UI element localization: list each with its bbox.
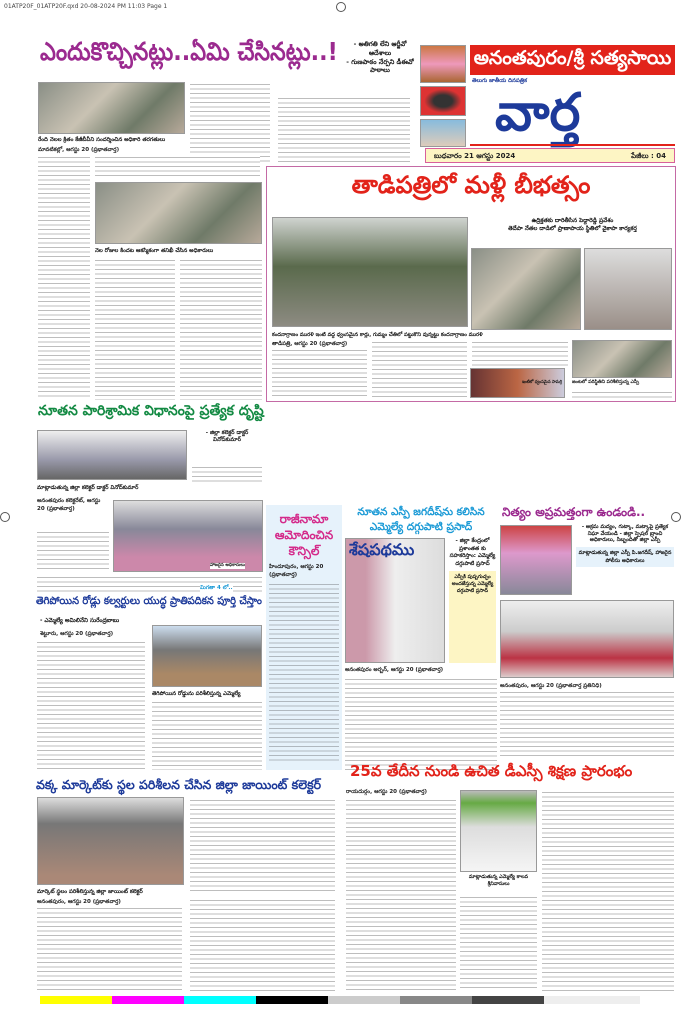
- mla-dateline: అనంతపురం అర్బన్, ఆగస్టు 20 (ప్రభాతవార్త): [345, 667, 444, 674]
- industry-photo-2: [113, 500, 263, 572]
- mla-headline: నూతన ఎస్పీ జగదీష్‌ను కలిసిన ఎమ్మెల్యే దగ్గుపాటి ప్రసాద్: [357, 506, 485, 534]
- market-body: [37, 906, 182, 991]
- registration-mark-icon: [336, 2, 346, 12]
- roads-sub: - ఎమ్మెల్యే అమిలినేని సురేంద్రబాబు: [40, 618, 120, 624]
- tadipatri-subs: [470, 218, 675, 234]
- mla-body: [345, 677, 497, 770]
- lead-sub: - అతిగతి లేని ఆర్జీవో ఆదేశాలు: [353, 40, 407, 57]
- dsc-caption: మాట్లాడుతున్న ఎమ్మెల్యే కాలవ శ్రీనివాసులు: [468, 874, 529, 887]
- masthead-rule: [470, 144, 675, 146]
- industry-photo: [37, 430, 187, 480]
- tadipatri-body: [272, 348, 367, 398]
- tadipatri-body: [572, 390, 672, 398]
- dsc-dateline: రాయదుర్గం, ఆగస్టు 20 (ప్రభాతవార్త): [346, 789, 428, 795]
- masthead-tagline: తెలుగు జాతీయ దినపత్రిక: [472, 78, 527, 84]
- industry-caption: మాట్లాడుతున్న జిల్లా కలెక్టర్ డాక్టర్ వినోద్‌కుమార్: [37, 485, 139, 491]
- registration-mark-icon: [671, 512, 681, 522]
- lead-subheads: [345, 40, 415, 75]
- alert-sub: - అక్రమ మద్యం, గుట్కా, మట్కాపై ప్రత్యేక నిఘా వేయండి - జిల్లా స్పెషల్ బ్రాంచి అధికారులు, సిబ్బందితో జిల్లా ఎస్పీ: [581, 524, 669, 544]
- tadipatri-sub: తెదేపా నేతల దాడిలో ప్రాణాపాయ స్థితిలో వైకాపా కార్యకర్త: [508, 225, 637, 232]
- masthead-logo: వార్త: [495, 83, 581, 143]
- lead-photo-caption: రేంది నెలల క్రితం కేజీబీవీని సందర్శించిన అధికారి తరగతులు: [38, 137, 166, 143]
- print-slug: 01ATP20F_01ATP20F.qxd 20-08-2024 PM 11:03 Page 1: [4, 3, 168, 10]
- market-caption: మార్కెట్ స్థలం పరిశీలిస్తున్న జిల్లా జాయింట్ కలెక్టర్: [37, 889, 143, 895]
- alert-side: [576, 524, 674, 598]
- tadipatri-sub: ఉద్రిక్తతకు దారితీసిన పెద్దారెడ్డి ప్రవేశం: [531, 218, 614, 224]
- tadipatri-photo-5: [572, 340, 672, 378]
- tadipatri-caption-3: జంటలో పరిస్థితిని పరిశీలిస్తున్న ఎస్పీ: [572, 380, 640, 385]
- industry-body: [37, 530, 109, 572]
- industry-caption-2: హాజరైన అధికారులు: [210, 563, 245, 568]
- dsc-body: [542, 790, 674, 991]
- tadipatri-caption-2: ఇంటిలో ధ్వంసమైన సామగ్రి: [522, 380, 562, 385]
- market-body: [190, 898, 335, 991]
- tadipatri-caption: కందనాగ్రాణం మురళి ఇంటి వద్ద ధ్వంసమైన కార్లు, గుమ్మం చేతిలో పట్టుకొని వున్నట్టు కందనాగ్రాణం మురళి: [272, 332, 483, 338]
- market-dateline: అనంతపురం, ఆగస్టు 20 (ప్రభాతవార్త): [37, 899, 121, 905]
- tadipatri-headline: తాడిపత్రిలో మళ్లీ బీభత్సం: [351, 171, 591, 199]
- dsc-body: [346, 798, 456, 991]
- mla-photo: [345, 538, 445, 663]
- registration-mark-icon: [0, 512, 10, 522]
- roads-dateline: శెట్టూరు, ఆగస్టు 20 (ప్రభాతవార్త): [40, 631, 114, 637]
- tadipatri-photo-3: [584, 248, 672, 330]
- industry-headline: నూతన పారిశ్రామిక విధానంపై ప్రత్యేక దృష్టి: [38, 403, 264, 419]
- dsc-headline: 25వ తేదీన నుండి ఉచిత డీఎస్సీ శిక్షణ ప్రారంభం: [350, 762, 633, 780]
- tadipatri-body: [472, 340, 568, 366]
- lead-photo-2: [95, 182, 262, 244]
- lead-body: [95, 155, 260, 177]
- issue-date: బుధవారం 21 ఆగస్టు 2024: [434, 152, 516, 160]
- deity-photo: [420, 45, 466, 83]
- tadipatri-photo-2: [471, 248, 581, 330]
- market-body: [190, 798, 335, 893]
- mla-side: [449, 538, 496, 663]
- masthead-region: అనంతపురం/శ్రీ సత్యసాయి: [470, 45, 675, 75]
- alert-caption: మాట్లాడుతున్న జిల్లా ఎస్పీ పి.జగదీష్, హాజరైన పోలీసు అధికారులు: [576, 547, 674, 567]
- lead-body: [278, 96, 410, 164]
- dsc-photo: [460, 790, 537, 872]
- tadipatri-photo: [272, 217, 468, 327]
- dsc-body: [460, 895, 537, 991]
- market-photo: [37, 797, 184, 885]
- mla-caption: ఎస్పీకి పుష్పగుచ్ఛం అందజేస్తున్న ఎమ్మెల్యే దగ్గుపాటి ప్రసాద్: [449, 571, 496, 663]
- industry-dateline: అనంతపురం కలెక్టరేట్, ఆగస్టు 20 (ప్రభాతవార్త): [37, 498, 101, 512]
- lead-body: [95, 258, 175, 400]
- lead-body: [38, 155, 90, 400]
- temple-photo: [420, 119, 466, 147]
- mla-banner-text: శేషపథము: [349, 540, 415, 560]
- mla-photo-row: [345, 538, 497, 663]
- roads-body: [37, 640, 145, 770]
- council-dateline: హిందూపురం, ఆగస్టు 20 (ప్రభాతవార్త): [269, 563, 324, 578]
- lead-sub: - గుణపాఠం నేర్పని డీఈవో పాఠాలు: [346, 57, 414, 75]
- lead-photo-2-caption: నెల రోజుల కిందట ఆకస్మికంగా తనిఖీ చేసిన అధికారులు: [95, 248, 214, 254]
- tadipatri-body: [372, 340, 467, 398]
- roads-photo: [152, 625, 262, 687]
- council-headline: రాజీనామా ఆమోదించిన కౌన్సిల్: [274, 512, 334, 559]
- mla-sub: - జిల్లా కేంద్రంలో ప్రశాంతత కు సహకరిస్తాం: ఎమ్మెల్యే దగ్గుపాటి ప్రసాద్: [449, 538, 496, 567]
- roads-caption: తెగిపోయిన రోడ్డును పరిశీలిస్తున్న ఎమ్మెల్యే: [152, 691, 241, 697]
- alert-dateline: అనంతపురం, ఆగస్టు 20 (ప్రభాతవార్త ప్రతినిధి): [500, 683, 602, 689]
- continued-label: మిగతా 4 లో..: [200, 585, 233, 591]
- lead-headline: ఎందుకొచ్చినట్లు..ఏమి చేసినట్లు..!: [40, 37, 338, 66]
- print-color-bar: [40, 996, 640, 1004]
- date-bar: [425, 148, 675, 163]
- industry-body: [192, 465, 262, 483]
- lead-body: [180, 258, 262, 400]
- lead-photo: [38, 82, 185, 134]
- market-headline: వక్క మార్కెట్‌కు స్థల పరిశీలన చేసిన జిల్లా జాయింట్ కలెక్టర్: [36, 777, 322, 792]
- industry-sub: - జిల్లా కలెక్టర్ డాక్టర్ వినోద్‌కుమార్: [205, 430, 249, 444]
- portrait-photo: [420, 86, 466, 116]
- alert-body: [500, 690, 674, 758]
- roads-body: [152, 700, 262, 770]
- lead-body: [190, 82, 270, 164]
- lead-dateline: మావటికల్లో, ఆగస్టు 20 (ప్రభాతవార్త): [38, 147, 120, 153]
- council-body: [269, 582, 339, 764]
- alert-photo-2: [500, 600, 674, 678]
- council-box: [266, 505, 342, 770]
- alert-headline: నిత్యం అప్రమత్తంగా ఉండండి..: [502, 505, 646, 519]
- page-count: పేజీలు : 04: [631, 152, 666, 160]
- roads-headline: తెగిపోయిన రోడ్లు కల్వర్టులు యుద్ధ ప్రాతిపదికన పూర్తి చేస్తాం: [36, 595, 262, 607]
- tadipatri-dateline: తాడిపత్రి, ఆగస్టు 20 (ప్రభాతవార్త): [272, 341, 348, 347]
- mla-column: [345, 505, 497, 770]
- alert-photo: [500, 525, 572, 595]
